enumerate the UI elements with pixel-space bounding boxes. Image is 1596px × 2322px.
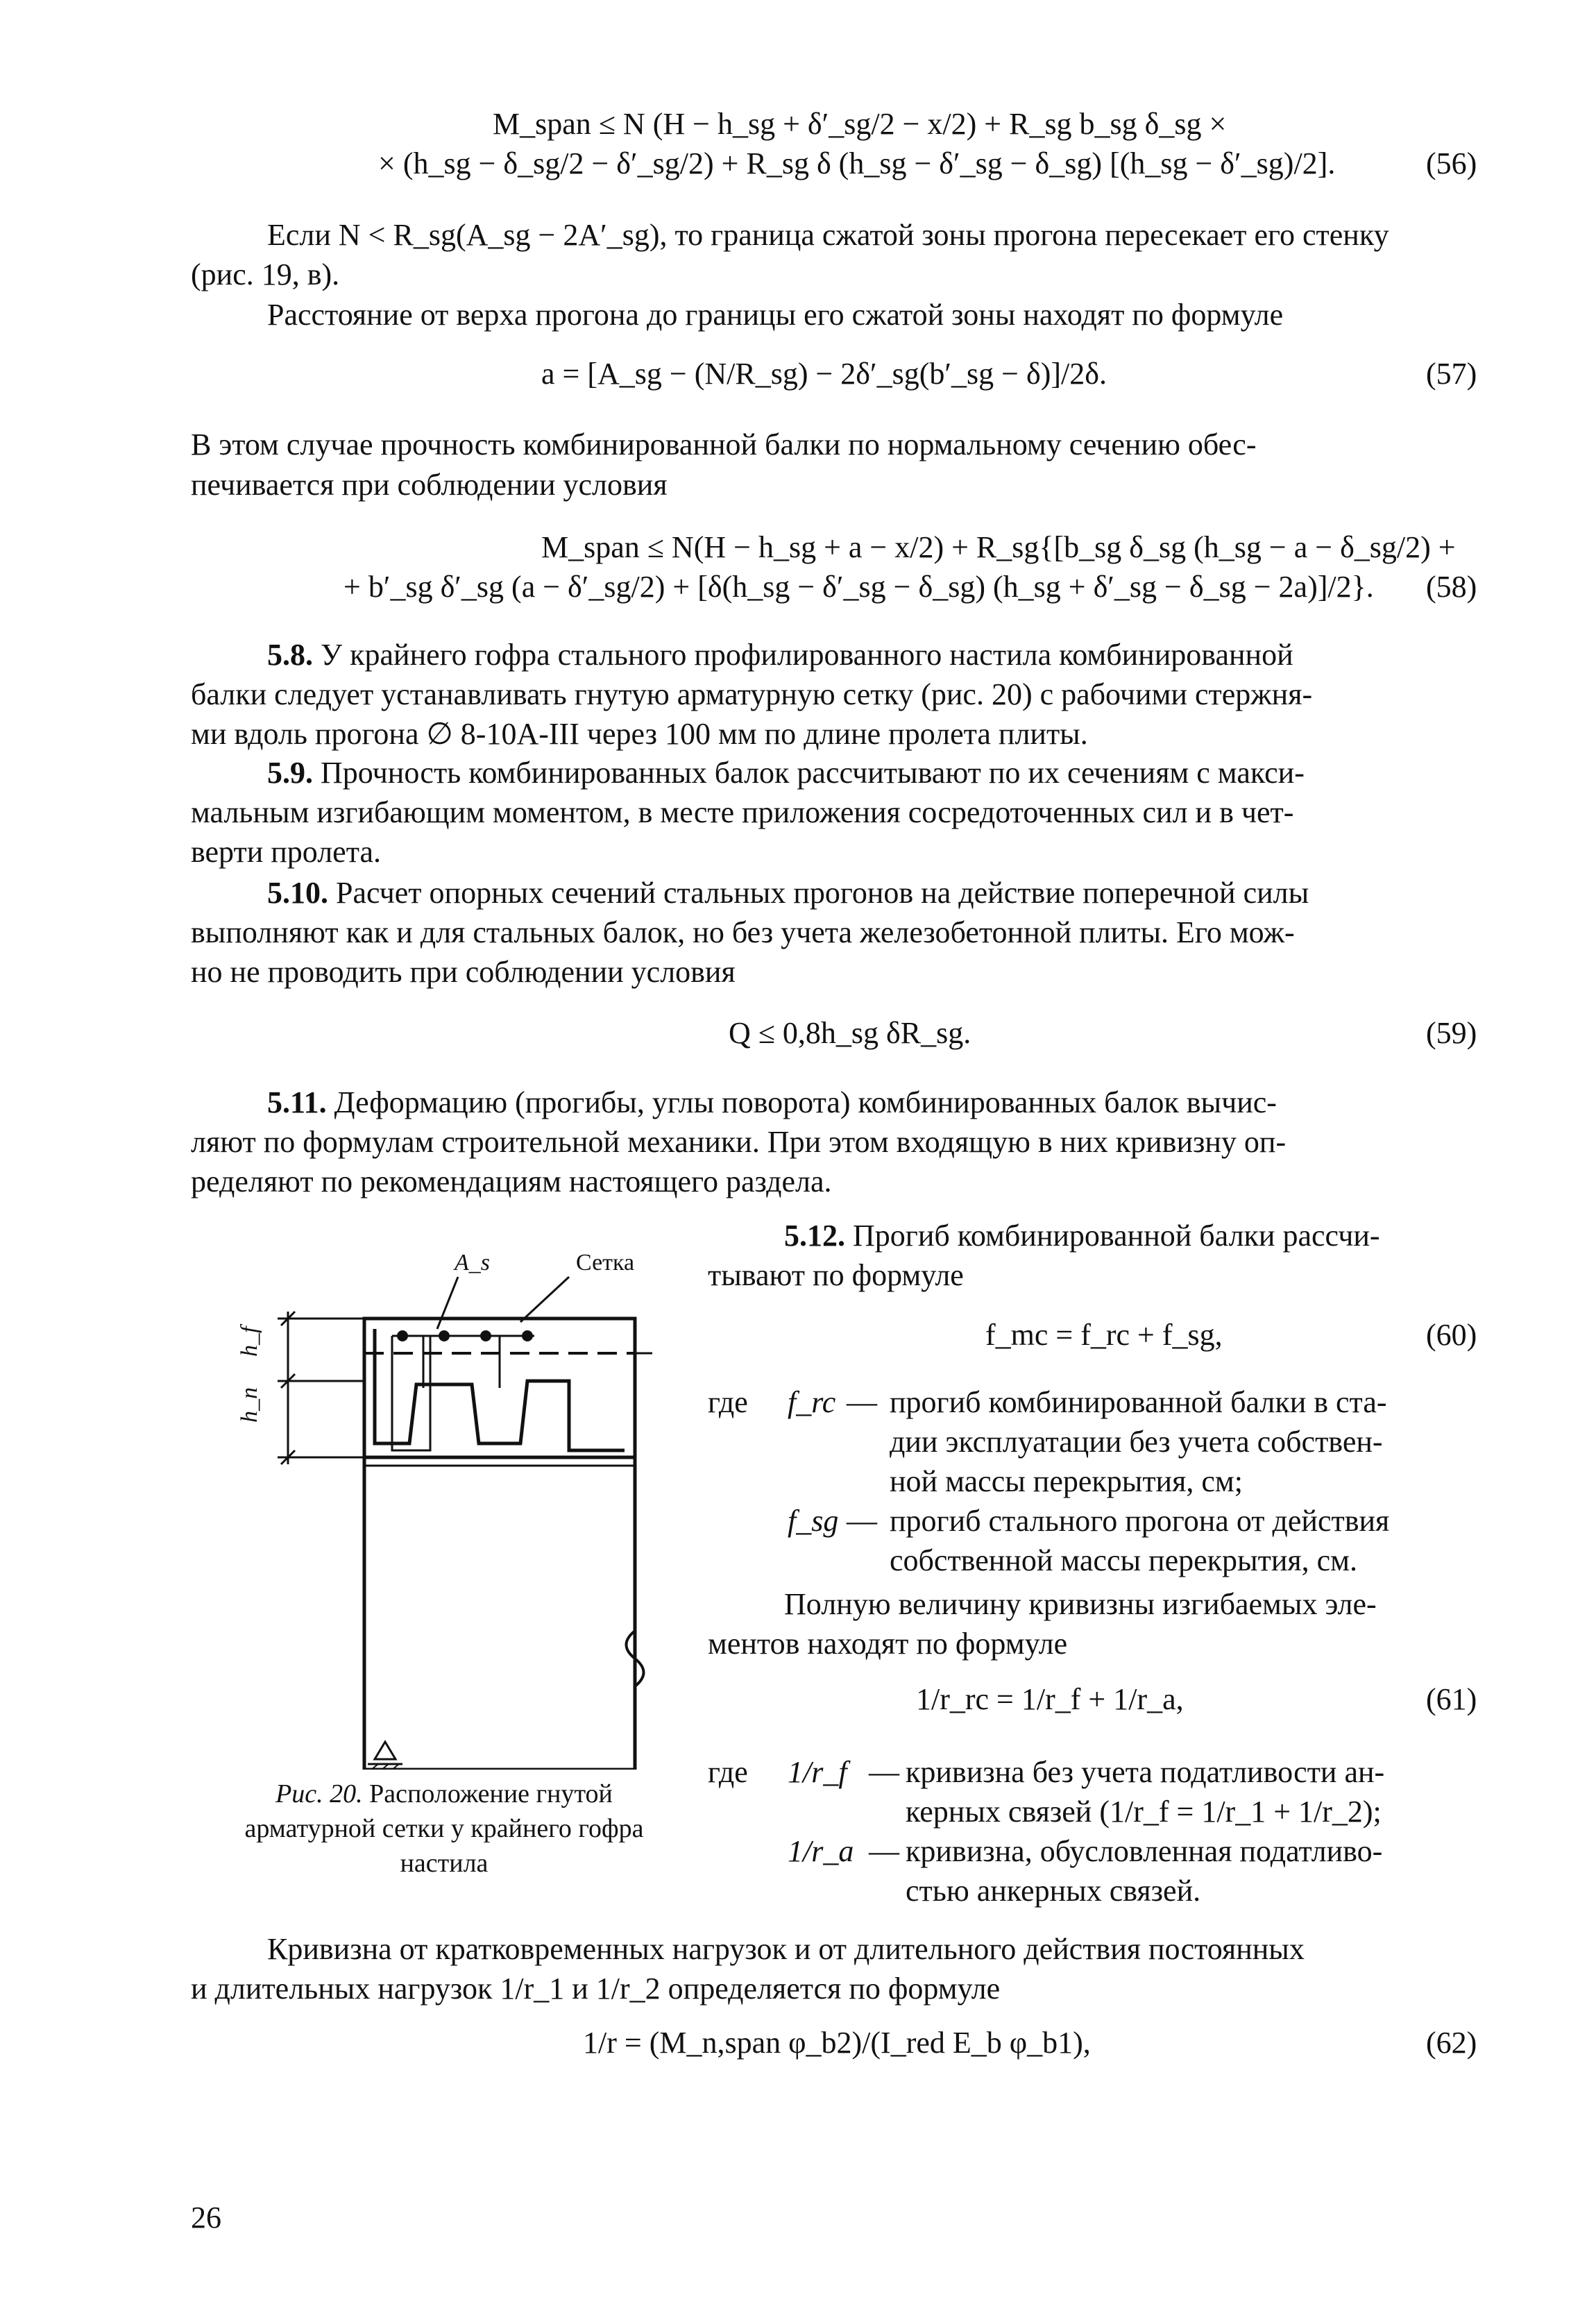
definition-1-ra-dash: —	[869, 1834, 899, 1868]
formula-56-line1: M_span ≤ N (H − h_sg + δ′_sg/2 − x/2) + R_sg b_sg δ_sg ×	[493, 107, 1227, 141]
formula-56-number: (56)	[1426, 146, 1477, 180]
section-5-8-line3: ми вдоль прогона ∅ 8-10А-III через 100 мм по длине пролета плиты.	[191, 717, 1088, 751]
definition-f-rc-line3: ной массы перекрытия, см;	[890, 1464, 1243, 1498]
figure-20-caption	[187, 1777, 701, 1881]
definition-f-sg-line1: прогиб стального прогона от действия	[890, 1504, 1390, 1538]
section-5-10-line3: но не проводить при соблюдении условия	[191, 955, 736, 989]
formula-57: a = [A_sg − (N/R_sg) − 2δ′_sg(b′_sg − δ)]/2δ.	[541, 357, 1107, 391]
mesh-leader-line	[520, 1277, 569, 1322]
section-5-9-number: 5.9.	[267, 756, 313, 790]
formula-62: 1/r = (M_n,span φ_b2)/(I_red E_b φ_b1),	[583, 2026, 1091, 2060]
page-number: 26	[191, 2201, 221, 2235]
section-5-10-line2: выполняют как и для стальных балок, но без учета железобетонной плиты. Его мож-	[191, 915, 1295, 949]
formula-61: 1/r_rc = 1/r_f + 1/r_a,	[916, 1682, 1184, 1716]
section-5-11-line1: Деформацию (прогибы, углы поворота) комбинированных балок вычис-	[334, 1085, 1277, 1119]
figure-20-caption-prefix: Рис. 20.	[275, 1779, 363, 1808]
formula-58-number: (58)	[1426, 570, 1477, 604]
paragraph-short-term	[191, 1929, 1475, 2008]
section-5-12-line1: Прогиб комбинированной балки рассчи-	[853, 1219, 1380, 1253]
formula-62-number: (62)	[1426, 2026, 1477, 2060]
definition-1-rf-dash: —	[869, 1755, 899, 1789]
definitions-61	[708, 1752, 1475, 1919]
section-5-9	[191, 753, 1475, 872]
formula-61-number: (61)	[1426, 1682, 1477, 1716]
label-mesh: Сетка	[576, 1250, 635, 1276]
definition-1-ra-line2: стью анкерных связей.	[906, 1874, 1201, 1908]
section-5-10-number: 5.10.	[267, 876, 328, 910]
section-5-11	[191, 1083, 1475, 1201]
formula-60: f_mc = f_rc + f_sg,	[985, 1318, 1223, 1352]
definition-1-rf-symbol: 1/r_f	[788, 1755, 847, 1789]
definition-1-rf-line1: кривизна без учета податливости ан-	[906, 1755, 1385, 1789]
definition-f-sg-symbol: f_sg	[788, 1504, 839, 1538]
formula-57-number: (57)	[1426, 357, 1477, 391]
paragraph-short-term-line1: Кривизна от кратковременных нагрузок и от длительного действия постоянных	[267, 1932, 1305, 1966]
figure-20-caption-line2: арматурной сетки у крайнего гофра	[244, 1814, 644, 1843]
section-5-10-line1: Расчет опорных сечений стальных прогонов на действие поперечной силы	[336, 876, 1309, 910]
section-5-9-line3: верти пролета.	[191, 835, 381, 869]
section-5-12-line2: тывают по формуле	[708, 1258, 964, 1292]
formula-59: Q ≤ 0,8h_sg δR_sg.	[729, 1016, 971, 1050]
section-5-12-number: 5.12.	[784, 1219, 845, 1253]
formula-56-line2: × (h_sg − δ_sg/2 − δ′_sg/2) + R_sg δ (h_sg − δ′_sg − δ_sg) [(h_sg − δ′_sg)/2].	[378, 146, 1336, 180]
paragraph-if-n-line1: Если N < R_sg(A_sg − 2A′_sg), то граница сжатой зоны прогона пересекает его стенку	[267, 218, 1389, 252]
section-5-8-line2: балки следует устанавливать гнутую арматурную сетку (рис. 20) с рабочими стержня-	[191, 677, 1313, 711]
section-5-8	[191, 635, 1475, 754]
section-5-9-line2: мальным изгибающим моментом, в месте приложения сосредоточенных сил и в чет-	[191, 795, 1294, 829]
formula-58-line2: + b′_sg δ′_sg (a − δ′_sg/2) + [δ(h_sg − δ′_sg − δ_sg) (h_sg + δ′_sg − δ_sg − 2a)]/2}.	[343, 570, 1374, 604]
definition-f-rc-symbol: f_rc	[788, 1385, 836, 1419]
rebar-dot	[398, 1332, 407, 1340]
definition-f-sg-dash: —	[847, 1504, 877, 1538]
definition-1-rf-text	[906, 1752, 1475, 1831]
formula-59-number: (59)	[1426, 1016, 1477, 1050]
paragraph-short-term-line2: и длительных нагрузок 1/r_1 и 1/r_2 определяется по формуле	[191, 1972, 1001, 2006]
figure-20-caption-line3: настила	[400, 1849, 489, 1878]
paragraph-curvature-line2: ментов находят по формуле	[708, 1627, 1068, 1661]
definition-1-ra-symbol: 1/r_a	[788, 1834, 854, 1868]
paragraph-curvature-line1: Полную величину кривизны изгибаемых эле-	[784, 1587, 1377, 1621]
definition-f-sg-text	[890, 1501, 1475, 1580]
support-icon	[375, 1742, 396, 1759]
section-5-10	[191, 873, 1475, 992]
definitions-61-lead: где	[708, 1755, 748, 1789]
definition-f-rc-line1: прогиб комбинированной балки в ста-	[890, 1385, 1387, 1419]
definition-f-rc-text	[890, 1382, 1475, 1501]
paragraph-strength-line2: печивается при соблюдении условия	[191, 468, 668, 502]
section-5-8-line1: У крайнего гофра стального профилированного настила комбинированной	[321, 638, 1293, 672]
definitions-60	[708, 1382, 1475, 1598]
section-5-9-line1: Прочность комбинированных балок рассчитывают по их сечениям с макси-	[321, 756, 1305, 790]
section-5-11-line2: ляют по формулам строительной механики. При этом входящую в них кривизну оп-	[191, 1125, 1287, 1159]
definition-f-sg-line2: собственной массы перекрытия, см.	[890, 1543, 1357, 1577]
paragraph-distance: Расстояние от верха прогона до границы его сжатой зоны находят по формуле	[267, 298, 1284, 332]
label-hn: h_n	[237, 1387, 262, 1423]
section-5-12	[708, 1216, 1475, 1295]
section-5-11-number: 5.11.	[267, 1085, 327, 1119]
definitions-60-lead: где	[708, 1385, 748, 1419]
definition-1-ra-text	[906, 1831, 1475, 1910]
paragraph-if-n-line2: (рис. 19, в).	[191, 257, 340, 291]
definition-1-ra-line1: кривизна, обусловленная податливо-	[906, 1834, 1383, 1868]
section-5-8-number: 5.8.	[267, 638, 313, 672]
paragraph-curvature	[708, 1584, 1475, 1663]
figure-20-caption-line1: Расположение гнутой	[369, 1779, 613, 1808]
formula-58-line1: M_span ≤ N(H − h_sg + a − x/2) + R_sg{[b_sg δ_sg (h_sg − a − δ_sg/2) +	[541, 530, 1456, 564]
figure-20-drawing	[208, 1242, 694, 1770]
definition-f-rc-line2: дии эксплуатации без учета собствен-	[890, 1425, 1383, 1459]
definition-f-rc-dash: —	[847, 1385, 877, 1419]
as-leader-line	[437, 1277, 458, 1329]
label-as: A_s	[455, 1250, 490, 1276]
definition-1-rf-line2: керных связей (1/r_f = 1/r_1 + 1/r_2);	[906, 1795, 1382, 1829]
paragraph-strength-line1: В этом случае прочность комбинированной балки по нормальному сечению обес-	[191, 427, 1257, 461]
section-5-11-line3: ределяют по рекомендациям настоящего раздела.	[191, 1164, 832, 1198]
formula-60-number: (60)	[1426, 1318, 1477, 1352]
label-hf: h_f	[237, 1326, 262, 1357]
